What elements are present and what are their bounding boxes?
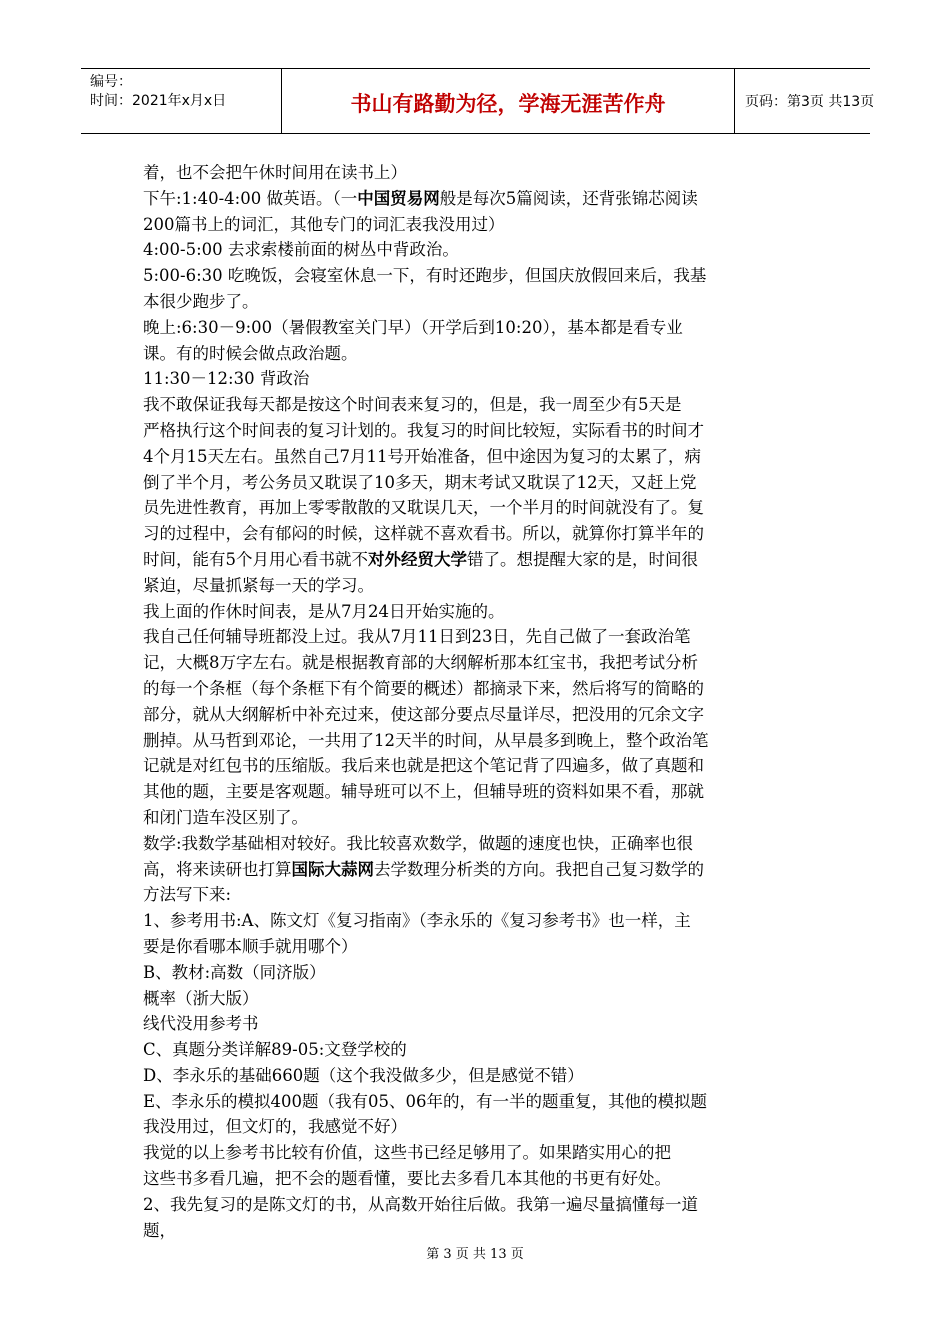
text-line	[143, 547, 803, 573]
text-line: 题，	[143, 1220, 176, 1240]
text-line: B、教材:高数（同济版）	[143, 962, 326, 982]
text-line: D、李永乐的基础660题（这个我没做多少，但是感觉不错）	[143, 1065, 584, 1085]
text-line: 习的过程中，会有郁闷的时候，这样就不喜欢看书。所以，就算你打算半年的	[143, 524, 704, 544]
text-line: 我上面的作休时间表，是从7月24日开始实施的。	[143, 601, 505, 621]
page-footer: 第 3 页 共 13 页	[426, 1247, 524, 1262]
text-line: 倒了半个月，考公务员又耽误了10多天，期末考试又耽误了12天，又赶上党	[143, 472, 697, 492]
time-label: 时间：2021年x月x日	[90, 93, 227, 109]
text-segment: 去学数理分析类的方向。我把自己复习数学的	[374, 859, 704, 879]
motto: 书山有路勤为径，学海无涯苦作舟	[350, 92, 666, 116]
text-line: 我没用过，但文灯的，我感觉不好）	[143, 1117, 407, 1137]
body-text	[143, 160, 803, 1243]
text-segment: 般是每次5篇阅读，还背张锦芯阅读	[439, 188, 698, 208]
highlight-link[interactable]: 对外经贸大学	[368, 549, 467, 569]
text-line: 课。有的时候会做点政治题。	[143, 343, 358, 363]
text-segment: 高，将来读研也打算	[143, 859, 292, 879]
text-segment: 时间，能有5个月用心看书就不	[143, 549, 368, 569]
text-line: 记就是对红包书的压缩版。我后来也就是把这个笔记背了四遍多，做了真题和	[143, 756, 704, 776]
text-line	[143, 857, 803, 883]
document-header	[81, 68, 875, 134]
text-line: 严格执行这个时间表的复习计划的。我复习的时间比较短，实际看书的时间才	[143, 420, 704, 440]
text-line: 4个月15天左右。虽然自己7月11号开始准备，但中途因为复习的太累了，病	[143, 446, 701, 466]
text-line: C、真题分类详解89-05:文登学校的	[143, 1040, 407, 1060]
text-line: 我觉的以上参考书比较有价值，这些书已经足够用了。如果踏实用心的把	[143, 1143, 671, 1163]
text-line: 数学:我数学基础相对较好。我比较喜欢数学，做题的速度也快，正确率也很	[143, 833, 694, 853]
text-line: 11:30－12:30 背政治	[143, 369, 310, 389]
text-segment: 错了。想提醒大家的是，时间很	[467, 549, 698, 569]
text-line: 记，大概8万字左右。就是根据教育部的大纲解析那本红宝书，我把考试分析	[143, 653, 698, 673]
text-line: 4:00-5:00 去求索楼前面的树丛中背政治。	[143, 240, 459, 260]
highlight-link[interactable]: 国际大蒜网	[291, 859, 374, 879]
text-line: 2、我先复习的是陈文灯的书，从高数开始往后做。我第一遍尽量搞懂每一道	[143, 1194, 698, 1214]
text-line: 本很少跑步了。	[143, 291, 259, 311]
text-line: 着，也不会把午休时间用在读书上）	[143, 163, 407, 182]
text-line	[143, 186, 803, 212]
text-line: 员先进性教育，再加上零零散散的又耽误几天，一个半月的时间就没有了。复	[143, 498, 704, 518]
header-motto-cell	[282, 69, 735, 133]
text-line: 我自己任何辅导班都没上过。我从7月11日到23日，先自己做了一套政治笔	[143, 627, 691, 647]
text-line: 和闭门造车没区别了。	[143, 807, 308, 827]
text-segment: 下午:1:40-4:00 做英语。（一	[143, 188, 358, 208]
text-line: 晚上:6:30－9:00（暑假教室关门早）（开学后到10:20），基本都是看专业	[143, 317, 683, 337]
text-line: 概率（浙大版）	[143, 988, 259, 1008]
text-line: 这些书多看几遍，把不会的题看懂，要比去多看几本其他的书更有好处。	[143, 1169, 671, 1189]
number-label: 编号：	[90, 74, 132, 90]
text-line: 删掉。从马哲到邓论，一共用了12天半的时间，从早晨多到晚上，整个政治笔	[143, 730, 709, 750]
text-line: 的每一个条框（每个条框下有个简要的概述）都摘录下来，然后将写的简略的	[143, 678, 704, 698]
text-line: E、李永乐的模拟400题（我有05、06年的，有一半的题重复，其他的模拟题	[143, 1091, 708, 1111]
text-line: 200篇书上的词汇，其他专门的词汇表我没用过）	[143, 214, 505, 234]
text-line: 线代没用参考书	[143, 1014, 259, 1034]
text-line: 5:00-6:30 吃晚饭，会寝室休息一下，有时还跑步，但国庆放假回来后，我基	[143, 266, 707, 286]
text-line: 1、参考用书:A、陈文灯《复习指南》（李永乐的《复习参考书》也一样，主	[143, 911, 691, 931]
header-page-cell	[735, 69, 875, 133]
highlight-link[interactable]: 中国贸易网	[357, 188, 440, 208]
text-line: 我不敢保证我每天都是按这个时间表来复习的，但是，我一周至少有5天是	[143, 395, 682, 415]
text-line: 要是你看哪本顺手就用哪个）	[143, 936, 358, 956]
text-line: 紧迫，尽量抓紧每一天的学习。	[143, 575, 374, 595]
text-line: 部分，就从大纲解析中补充过来，使这部分要点尽量详尽，把没用的冗余文字	[143, 704, 704, 724]
header-meta-cell	[81, 69, 282, 133]
page-info: 页码：第3页 共13页	[745, 94, 875, 110]
text-line: 方法写下来:	[143, 885, 232, 905]
text-line: 其他的题，主要是客观题。辅导班可以不上，但辅导班的资料如果不看，那就	[143, 782, 704, 802]
